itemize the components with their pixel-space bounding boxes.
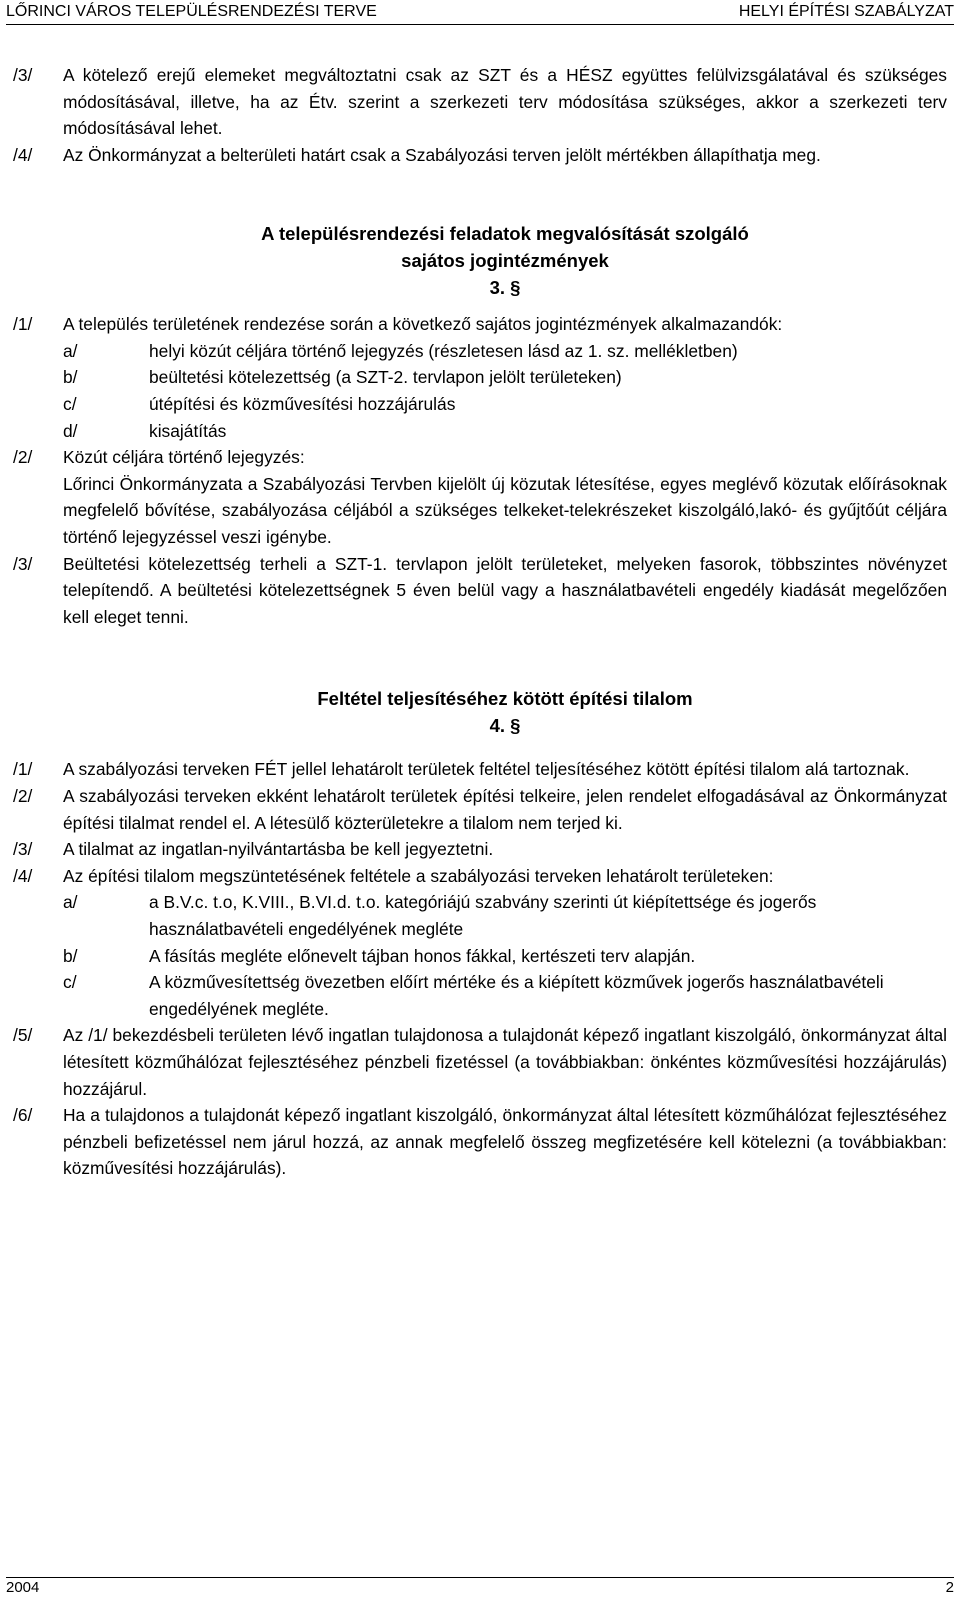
paragraph-text: Az Önkormányzat a belterületi határt csak a Szabályozási terven jelölt mértékben állapíthatja meg. xyxy=(63,144,821,165)
paragraph-text: Közút céljára történő lejegyzés: xyxy=(63,447,305,468)
page-footer xyxy=(6,1577,954,1598)
paragraph-text: Ha a tulajdonos a tulajdonát képező ingatlant kiszolgáló, önkormányzat által létesített közműhálózat fejlesztéséhez pénzbeli befizetéssel nem járul hozzá, az annak megfelelő összeg megfizetésére kell kötelezni (a továbbiakban: közművesítési hozzájárulás). xyxy=(63,1105,947,1179)
paragraph-text: A szabályozási terveken FÉT jellel lehatárolt területek feltétel teljesítéséhez kötött építési tilalom alá tartoznak. xyxy=(63,759,910,780)
intro-paragraph-4 xyxy=(13,142,947,169)
paragraph-text: Beültetési kötelezettség terheli a SZT-1. tervlapon jelölt területeket, melyeken fasorok, többszintes növényzet telepítendő. A beültetési kötelezettségnek 5 éven belül vagy a használatbavételi engedély kiadását megelőzően kell eleget tenni. xyxy=(63,553,947,627)
list-item-text: útépítési és közművesítési hozzájárulás xyxy=(149,393,456,414)
section-3-paragraph-2 xyxy=(13,444,947,471)
section-4-title: Feltétel teljesítéséhez kötött építési tilalom xyxy=(317,688,693,710)
list-item-text: a B.V.c. t.o, K.VIII., B.VI.d. t.o. kategóriájú szabvány szerinti út kiépítettsége és jogerős használatbavételi engedélyének megléte xyxy=(149,892,817,940)
paragraph-text: A tilalmat az ingatlan-nyilvántartásba be kell jegyeztetni. xyxy=(63,839,494,860)
list-item-letter: b/ xyxy=(63,367,78,388)
section-4-paragraph-5 xyxy=(13,1022,947,1102)
section-3-paragraph-1 xyxy=(13,311,947,338)
list-item xyxy=(63,364,947,391)
paragraph-text: A kötelező erejű elemeket megváltoztatni csak az SZT és a HÉSZ együttes felülvizsgálatával és szükséges módosításával, illetve, ha az Étv. szerint a szerkezeti terv módosítása szükséges, akkor a szerkezeti terv módosításával lehet. xyxy=(63,65,947,139)
list-item-text: kisajátítás xyxy=(149,420,227,441)
paragraph-number: /3/ xyxy=(13,65,33,85)
section-3-paragraph-3 xyxy=(13,551,947,631)
list-item xyxy=(63,418,947,445)
paragraph-number: /6/ xyxy=(13,1105,33,1126)
paragraph-number: /1/ xyxy=(13,759,33,780)
list-item xyxy=(63,889,947,942)
section-3-number: 3. § xyxy=(489,276,521,298)
list-item-letter: a/ xyxy=(63,340,78,361)
section-4-paragraph-2 xyxy=(13,783,947,836)
section-4-paragraph-1 xyxy=(13,756,947,783)
section-3-title-line1: A településrendezési feladatok megvalósítását szolgáló xyxy=(261,223,749,245)
section-3-paragraph-2-body: Lőrinci Önkormányzata a Szabályozási Tervben kijelölt új közutak létesítése, egyes meglévő közutak előírásoknak megfelelő bővítése, szabályozása céljából a szükséges telkeket-telekrészeket kiszolgáló,lakó- és gyűjtőút céljára történő lejegyzéssel veszi igénybe. xyxy=(63,473,947,547)
header-title: LŐRINCI VÁROS TELEPÜLÉSRENDEZÉSI TERVE xyxy=(6,3,377,20)
paragraph-number: /5/ xyxy=(13,1025,33,1046)
section-4-paragraph-6 xyxy=(13,1102,947,1182)
paragraph-number: /1/ xyxy=(13,314,33,335)
section-4-paragraph-3 xyxy=(13,836,947,863)
paragraph-number: /4/ xyxy=(13,865,33,886)
list-item-text: A fásítás megléte előnevelt tájban honos fákkal, kertészeti terv alapján. xyxy=(149,945,696,966)
paragraph-text: Az /1/ bekezdésbeli területen lévő ingatlan tulajdonosa a tulajdonát képező ingatlant kiszolgáló, önkormányzat által létesített közműhálózat fejlesztéséhez pénzbeli fizetéssel (a továbbiakban: önkéntes közművesítési hozzájárulás) hozzájárul. xyxy=(63,1025,947,1099)
paragraph-number: /4/ xyxy=(13,144,33,165)
list-item-text: beültetési kötelezettség (a SZT-2. tervlapon jelölt területeken) xyxy=(149,367,622,388)
paragraph-text: A szabályozási terveken ekként lehatárolt területek építési telkeire, jelen rendelet elfogadásával az Önkormányzat építési tilalmat rendel el. A létesülő közterületekre a tilalom nem terjed ki. xyxy=(63,786,947,833)
paragraph-number: /3/ xyxy=(13,839,33,860)
page-header xyxy=(6,0,954,25)
list-item-text: helyi közút céljára történő lejegyzés (részletesen lásd az 1. sz. mellékletben) xyxy=(149,340,738,361)
paragraph-number: /3/ xyxy=(13,553,33,574)
footer-year: 2004 xyxy=(6,1579,40,1596)
list-item-letter: b/ xyxy=(63,945,78,966)
paragraph-number: /2/ xyxy=(13,786,33,807)
section-3-title-line2: sajátos jogintézmények xyxy=(401,249,609,271)
list-item-letter: a/ xyxy=(63,892,78,913)
document-body xyxy=(13,62,947,1182)
paragraph-number: /2/ xyxy=(13,447,33,468)
list-item xyxy=(63,969,947,1022)
list-item-letter: d/ xyxy=(63,420,78,441)
intro-paragraph-3 xyxy=(13,62,947,142)
list-item-text: A közművesítettség övezetben előírt mértéke és a kiépített közművek jogerős használatbavételi engedélyének megléte. xyxy=(149,972,884,1019)
paragraph-text: Az építési tilalom megszüntetésének feltétele a szabályozási terveken lehatárolt területeken: xyxy=(63,865,774,886)
paragraph-text: A település területének rendezése során a következő sajátos jogintézmények alkalmazandók: xyxy=(63,314,783,335)
header-subtitle: HELYI ÉPÍTÉSI SZABÁLYZAT xyxy=(738,3,954,20)
list-item-letter: c/ xyxy=(63,972,77,993)
section-4-paragraph-4 xyxy=(13,863,947,890)
list-item xyxy=(63,338,947,365)
list-item xyxy=(63,943,947,970)
section-4-number: 4. § xyxy=(489,714,521,736)
list-item-letter: c/ xyxy=(63,393,77,414)
page-number: 2 xyxy=(945,1579,954,1596)
list-item xyxy=(63,391,947,418)
